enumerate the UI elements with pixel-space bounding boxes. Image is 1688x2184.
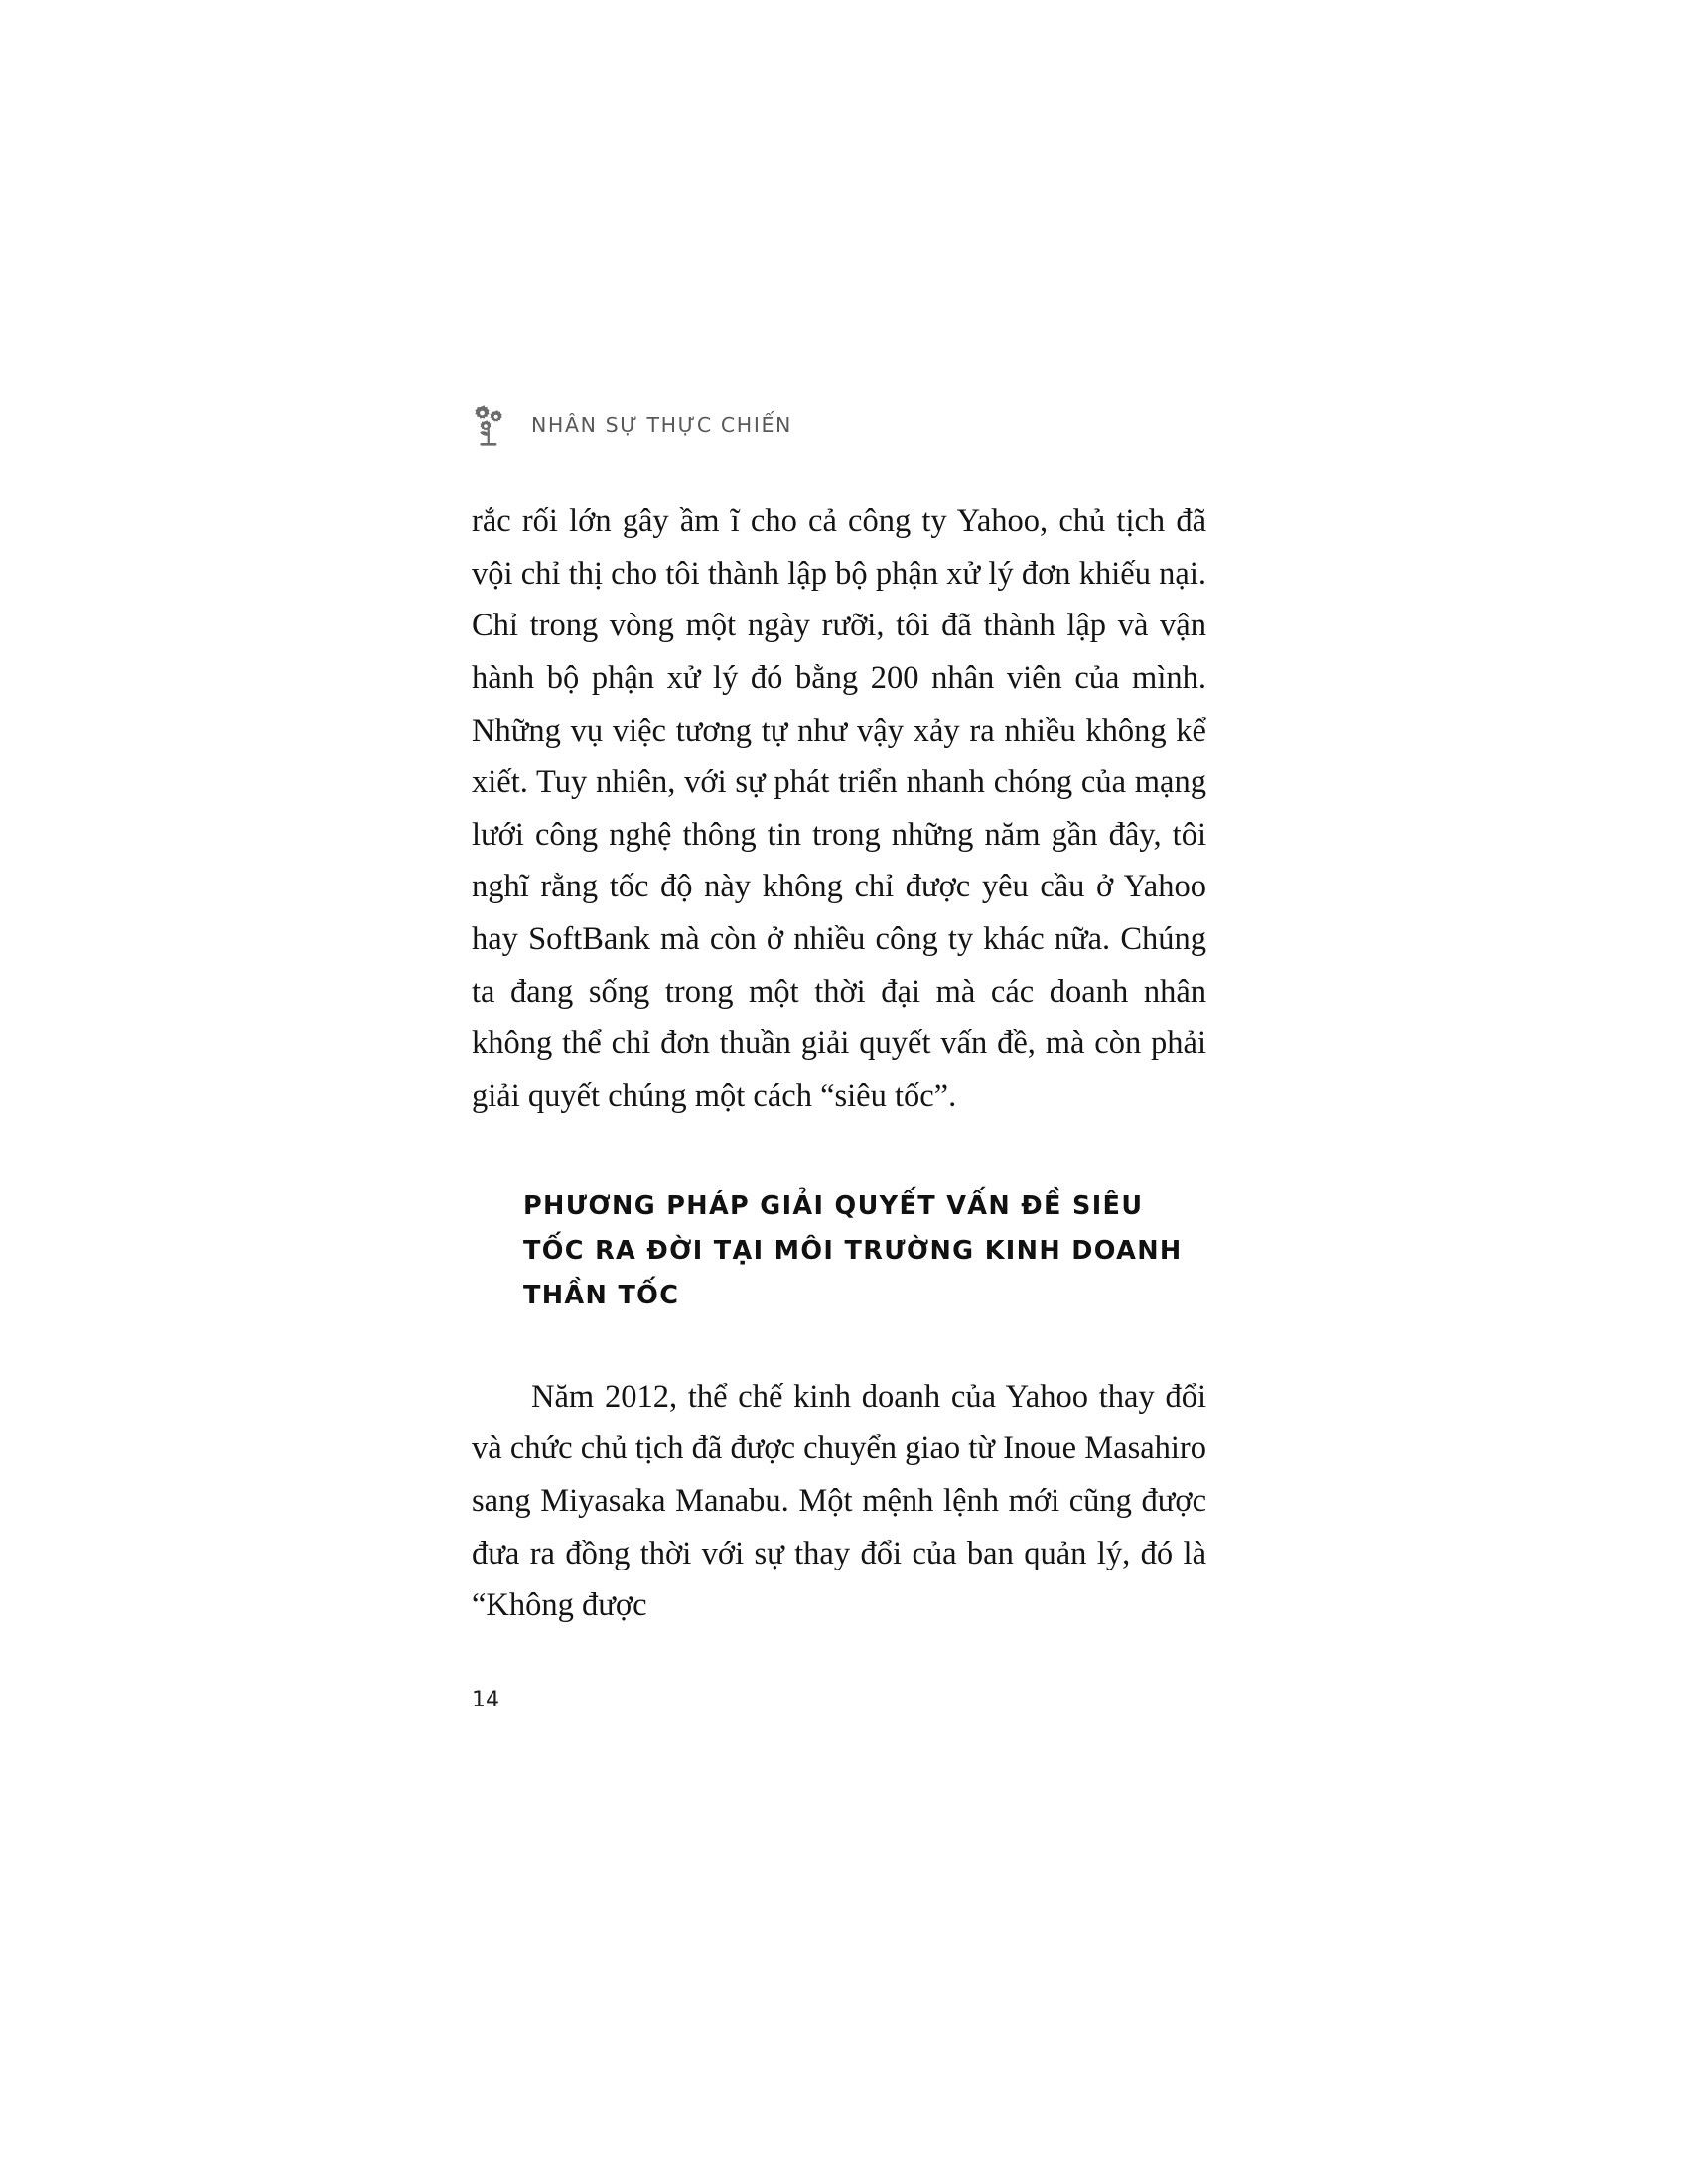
gear-plant-icon — [472, 402, 517, 448]
body-paragraph: Năm 2012, thể chế kinh doanh của Yahoo thay đổi và chức chủ tịch đã được chuyển giao từ Inoue Masahiro sang Miyasaka Manabu. Một mệnh lệnh mới cũng được đưa ra đồng thời với sự thay đổi của ban quản lý, đó là “Không được — [472, 1378, 1206, 1624]
body-paragraph: rắc rối lớn gây ầm ĩ cho cả công ty Yahoo, chủ tịch đã vội chỉ thị cho tôi thành lập bộ phận xử lý đơn khiếu nại. Chỉ trong vòng một ngày rưỡi, tôi đã thành lập và vận hành bộ phận xử lý đó bằng 200 nhân viên của mình. Những vụ việc tương tự như vậy xảy ra nhiều không kể xiết. Tuy nhiên, với sự phát triển nhanh chóng của mạng lưới công nghệ thông tin trong những năm gần đây, tôi nghĩ rằng tốc độ này không chỉ được yêu cầu ở Yahoo hay SoftBank mà còn ở nhiều công ty khác nữa. Chúng ta đang sống trong một thời đại mà các doanh nhân không thể chỉ đơn thuần giải quyết vấn đề, mà còn phải giải quyết chúng một cách “siêu tốc”. — [472, 503, 1206, 1115]
page-number: 14 — [472, 1688, 499, 1712]
running-head — [472, 402, 1206, 448]
running-head-title: NHÂN SỰ THỰC CHIẾN — [531, 413, 792, 437]
page-content — [472, 402, 1206, 1632]
section-heading: PHƯƠNG PHÁP GIẢI QUYẾT VẤN ĐỀ SIÊU TỐC RA ĐỜI TẠI MÔI TRƯỜNG KINH DOANH THẦN TỐC — [523, 1190, 1183, 1311]
